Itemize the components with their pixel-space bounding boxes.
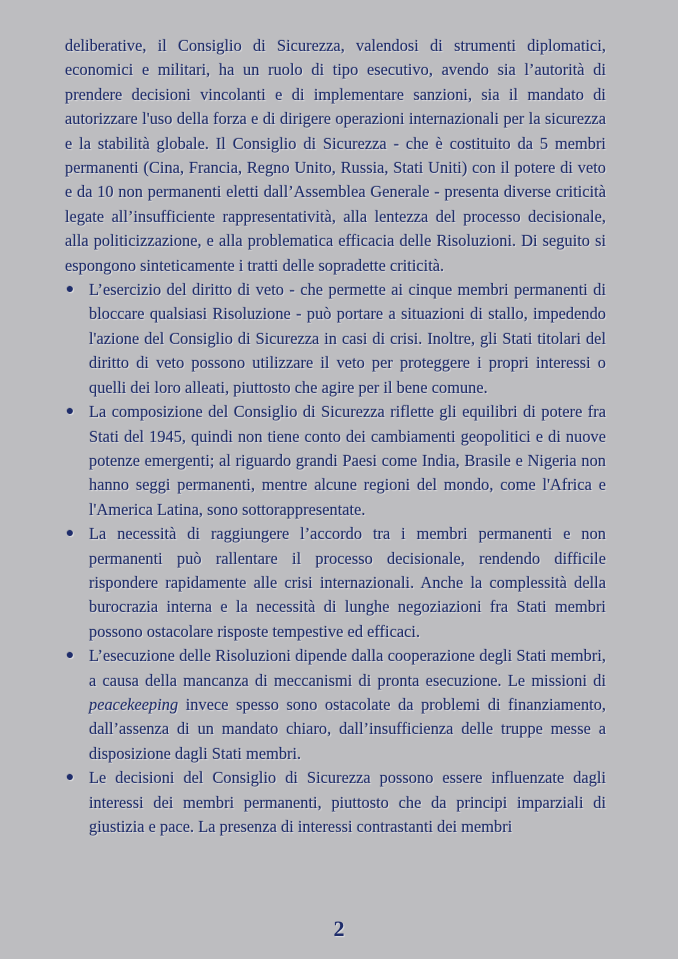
list-item — [65, 644, 606, 766]
document-page — [65, 34, 606, 839]
list-item-text-before: L’esecuzione delle Risoluzioni dipende dalla cooperazione degli Stati membri, a causa della mancanza di meccanismi di pronta esecuzione. Le missioni di — [89, 646, 606, 690]
bullet-icon: ● — [65, 770, 75, 786]
list-item-text: Le decisioni del Consiglio di Sicurezza possono essere influenzate dagli interessi dei membri permanenti, piuttosto che da principi imparziali di giustizia e pace. La presenza di interessi contrastanti dei membri — [89, 768, 606, 836]
list-item — [65, 278, 606, 400]
list-item-text-after: invece spesso sono ostacolate da problemi di finanziamento, dall’assenza di un mandato chiaro, dall’insufficienza delle truppe messe a disposizione dagli Stati membri. — [89, 694, 606, 763]
bullet-icon: ● — [65, 404, 75, 420]
list-item — [65, 522, 606, 644]
bullet-icon: ● — [65, 282, 75, 298]
list-item-text: La necessità di raggiungere l’accordo tra i membri permanenti e non permanenti può rallentare il processo decisionale, rendendo difficile rispondere rapidamente alle crisi internazionali. Anche la complessità della burocrazia interna e la necessità di lunghe negoziazioni fra Stati membri possono ostacolare risposte tempestive ed efficaci. — [89, 524, 606, 641]
list-item-text: L’esercizio del diritto di veto - che permette ai cinque membri permanenti di bloccare qualsiasi Risoluzione - può portare a situazioni di stallo, impedendo l'azione del Consiglio di Sicurezza in casi di crisi. Inoltre, gli Stati titolari del diritto di veto possono utilizzare il veto per proteggere i propri interessi o quelli dei loro alleati, piuttosto che agire per il bene comune. — [89, 280, 606, 397]
page-number: 2 — [333, 916, 345, 941]
intro-paragraph: deliberative, il Consiglio di Sicurezza, valendosi di strumenti diplomatici, economici e militari, ha un ruolo di tipo esecutivo, avendo sia l’autorità di prendere decisioni vincolanti e di implementare sanzioni, sia il mandato di autorizzare l'uso della forza e di dirigere operazioni internazionali per la sicurezza e la stabilità globale. Il Consiglio di Sicurezza - che è costituito da 5 membri permanenti (Cina, Francia, Regno Unito, Russia, Stati Uniti) con il potere di veto e da 10 non permanenti eletti dall’Assemblea Generale - presenta diverse criticità legate all’insufficiente rappresentatività, alla lentezza del processo decisionale, alla politicizzazione, e alla problematica efficacia delle Risoluzioni. Di seguito si espongono sinteticamente i tratti delle sopradette criticità. — [65, 36, 606, 275]
list-item-text: La composizione del Consiglio di Sicurezza riflette gli equilibri di potere fra Stati del 1945, quindi non tiene conto dei cambiamenti geopolitici e di nuove potenze emergenti; al riguardo grandi Paesi come India, Brasile e Nigeria non hanno seggi permanenti, mentre alcune regioni del mondo, come l'Africa e l'America Latina, sono sottorappresentate. — [89, 402, 606, 519]
list-item — [65, 766, 606, 839]
bullet-icon: ● — [65, 526, 75, 542]
list-item-emphasis: peacekeeping — [89, 694, 179, 714]
list-item — [65, 400, 606, 522]
criticality-list — [65, 278, 606, 839]
bullet-icon: ● — [65, 648, 75, 664]
